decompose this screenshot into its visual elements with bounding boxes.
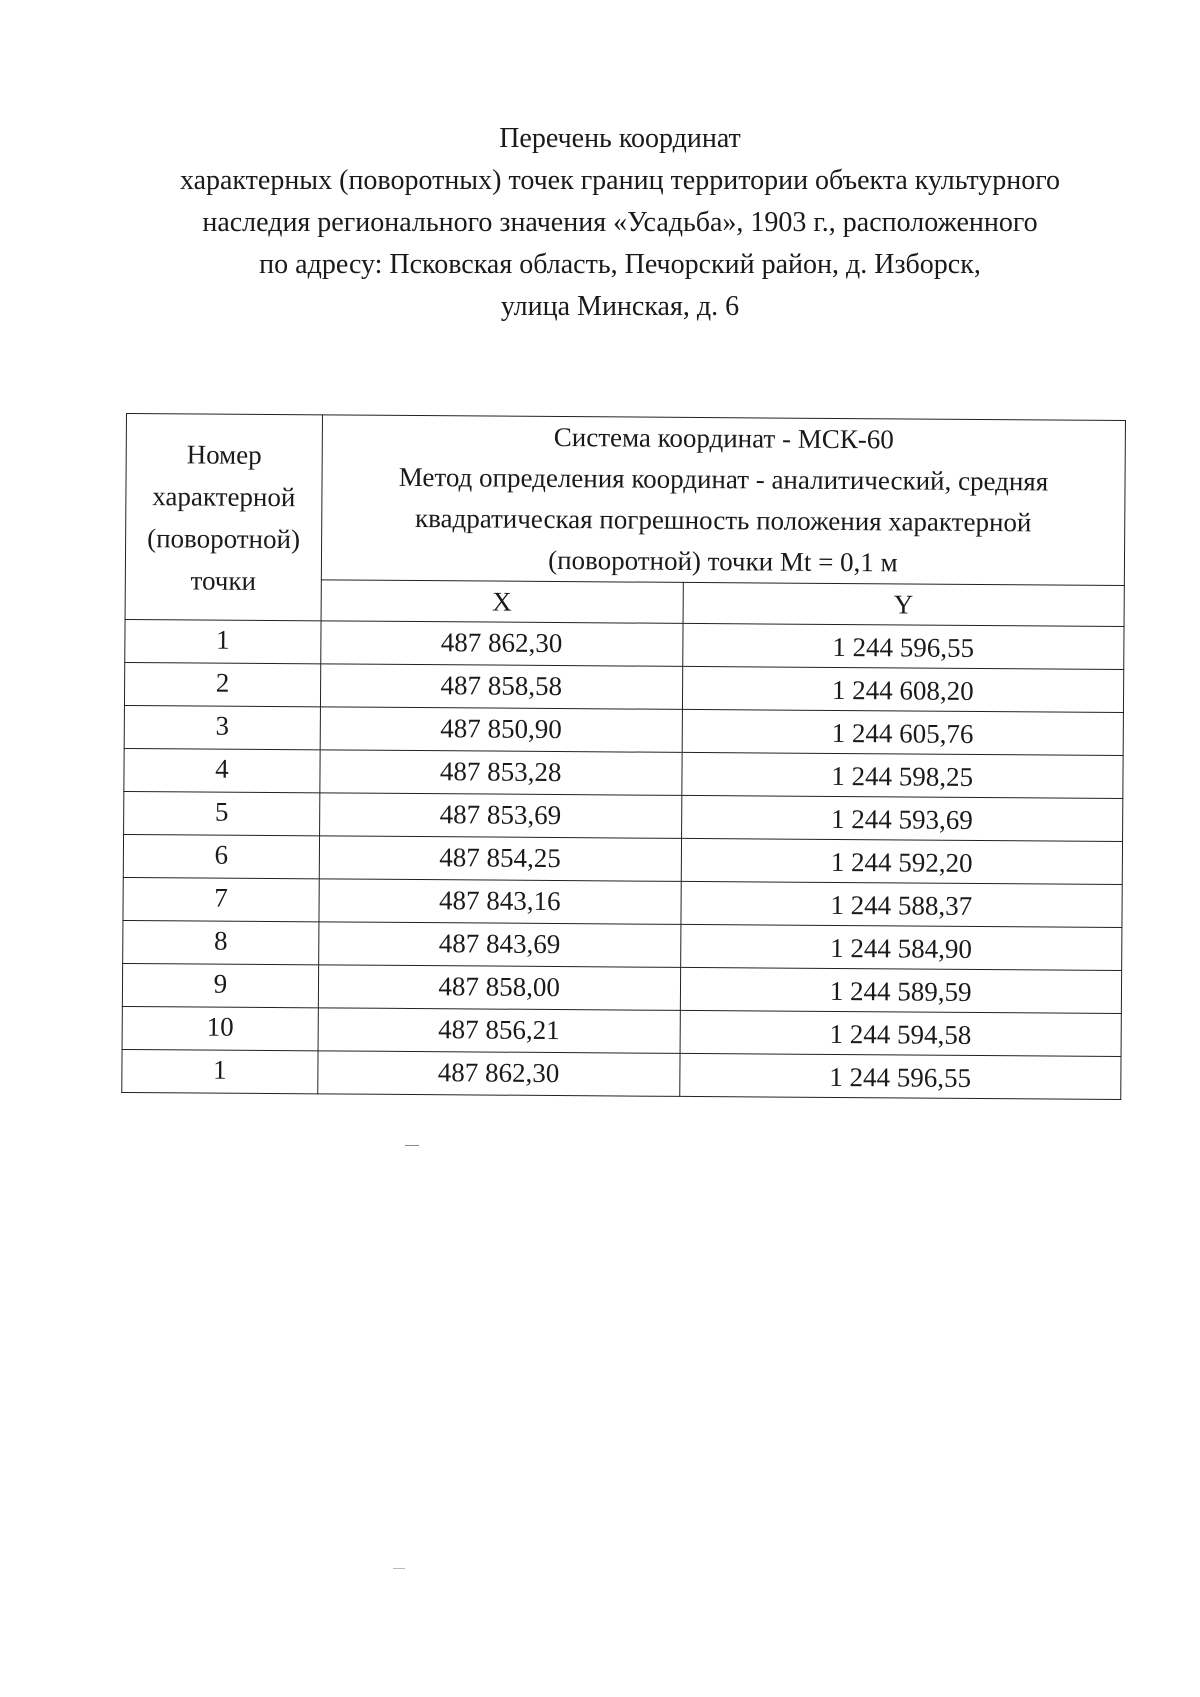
y-column-header: Y: [683, 582, 1125, 626]
point-number-cell: 4: [124, 748, 320, 792]
point-number-cell: 2: [124, 662, 320, 706]
point-number-cell: 10: [122, 1006, 318, 1050]
coordinate-system-header-line: (поворотной) точки Mt = 0,1 м: [548, 544, 898, 578]
table-row: [123, 877, 1122, 927]
x-coordinate-cell: 487 862,30: [318, 1051, 680, 1097]
x-coordinate-cell: 487 858,58: [320, 664, 682, 710]
y-coordinate-cell: 1 244 596,55: [682, 623, 1124, 669]
y-coordinate-cell: 1 244 594,58: [680, 1010, 1122, 1056]
coordinate-system-header-line: Метод определения координат - аналитический, средняя: [398, 461, 1049, 497]
y-coordinate-cell: 1 244 588,37: [680, 881, 1122, 927]
point-number-cell: 7: [123, 877, 319, 921]
x-coordinate-cell: 487 853,28: [320, 750, 682, 796]
x-column-header: X: [321, 580, 683, 624]
point-number-cell: 6: [123, 834, 319, 878]
x-coordinate-cell: 487 850,90: [320, 707, 682, 753]
point-number-cell: 1: [122, 1049, 318, 1093]
y-coordinate-cell: 1 244 592,20: [681, 838, 1123, 884]
point-number-header-line: характерной: [152, 480, 296, 512]
y-coordinate-cell: 1 244 596,55: [679, 1053, 1121, 1099]
point-number-header-line: точки: [190, 564, 257, 596]
x-coordinate-cell: 487 843,69: [319, 922, 681, 968]
x-coordinate-cell: 487 854,25: [319, 836, 681, 882]
x-coordinate-cell: 487 862,30: [321, 621, 683, 667]
y-coordinate-cell: 1 244 589,59: [680, 967, 1122, 1013]
table-row: [124, 791, 1123, 841]
y-coordinate-cell: 1 244 584,90: [680, 924, 1122, 970]
table-row: [123, 920, 1122, 970]
x-coordinate-cell: 487 843,16: [319, 879, 681, 925]
table-row: [122, 963, 1121, 1013]
table-row: [124, 705, 1123, 755]
coordinates-table: [121, 413, 1126, 1100]
point-number-header-line: (поворотной): [147, 522, 301, 554]
table-row: [125, 619, 1124, 669]
heading-line: Перечень координат: [499, 123, 741, 154]
point-number-header: [125, 414, 322, 621]
heading-line: наследия регионального значения «Усадьба», 1903 г., расположенного: [202, 207, 1038, 238]
coordinate-system-header-line: квадратическая погрешность положения характерной: [414, 503, 1032, 538]
table-row: [122, 1006, 1121, 1056]
y-coordinate-cell: 1 244 593,69: [681, 795, 1123, 841]
point-number-header-line: Номер: [186, 438, 262, 470]
heading-line: характерных (поворотных) точек границ территории объекта культурного: [179, 165, 1061, 196]
point-number-cell: 9: [122, 963, 318, 1007]
x-coordinate-cell: 487 858,00: [318, 965, 680, 1011]
point-number-cell: 1: [125, 619, 321, 663]
y-coordinate-cell: 1 244 598,25: [681, 752, 1123, 798]
scan-speck: [405, 1145, 419, 1146]
table-row: [122, 1049, 1121, 1099]
point-number-cell: 5: [124, 791, 320, 835]
table-row: [124, 662, 1123, 712]
heading-line: улица Минская, д. 6: [500, 291, 740, 322]
heading-line: по адресу: Псковская область, Печорский район, д. Изборск,: [259, 249, 981, 280]
document-heading: [140, 118, 1100, 328]
scan-speck: [393, 1568, 405, 1569]
y-coordinate-cell: 1 244 605,76: [682, 709, 1124, 755]
point-number-cell: 3: [124, 705, 320, 749]
x-coordinate-cell: 487 853,69: [319, 793, 681, 839]
table-row: [124, 748, 1123, 798]
table-row: [123, 834, 1122, 884]
table-header-row: [125, 414, 1125, 586]
x-coordinate-cell: 487 856,21: [318, 1008, 680, 1054]
point-number-cell: 8: [123, 920, 319, 964]
y-coordinate-cell: 1 244 608,20: [682, 666, 1124, 712]
coordinate-system-header-line: Система координат - МСК-60: [553, 421, 894, 455]
coordinate-system-header: [321, 415, 1125, 586]
